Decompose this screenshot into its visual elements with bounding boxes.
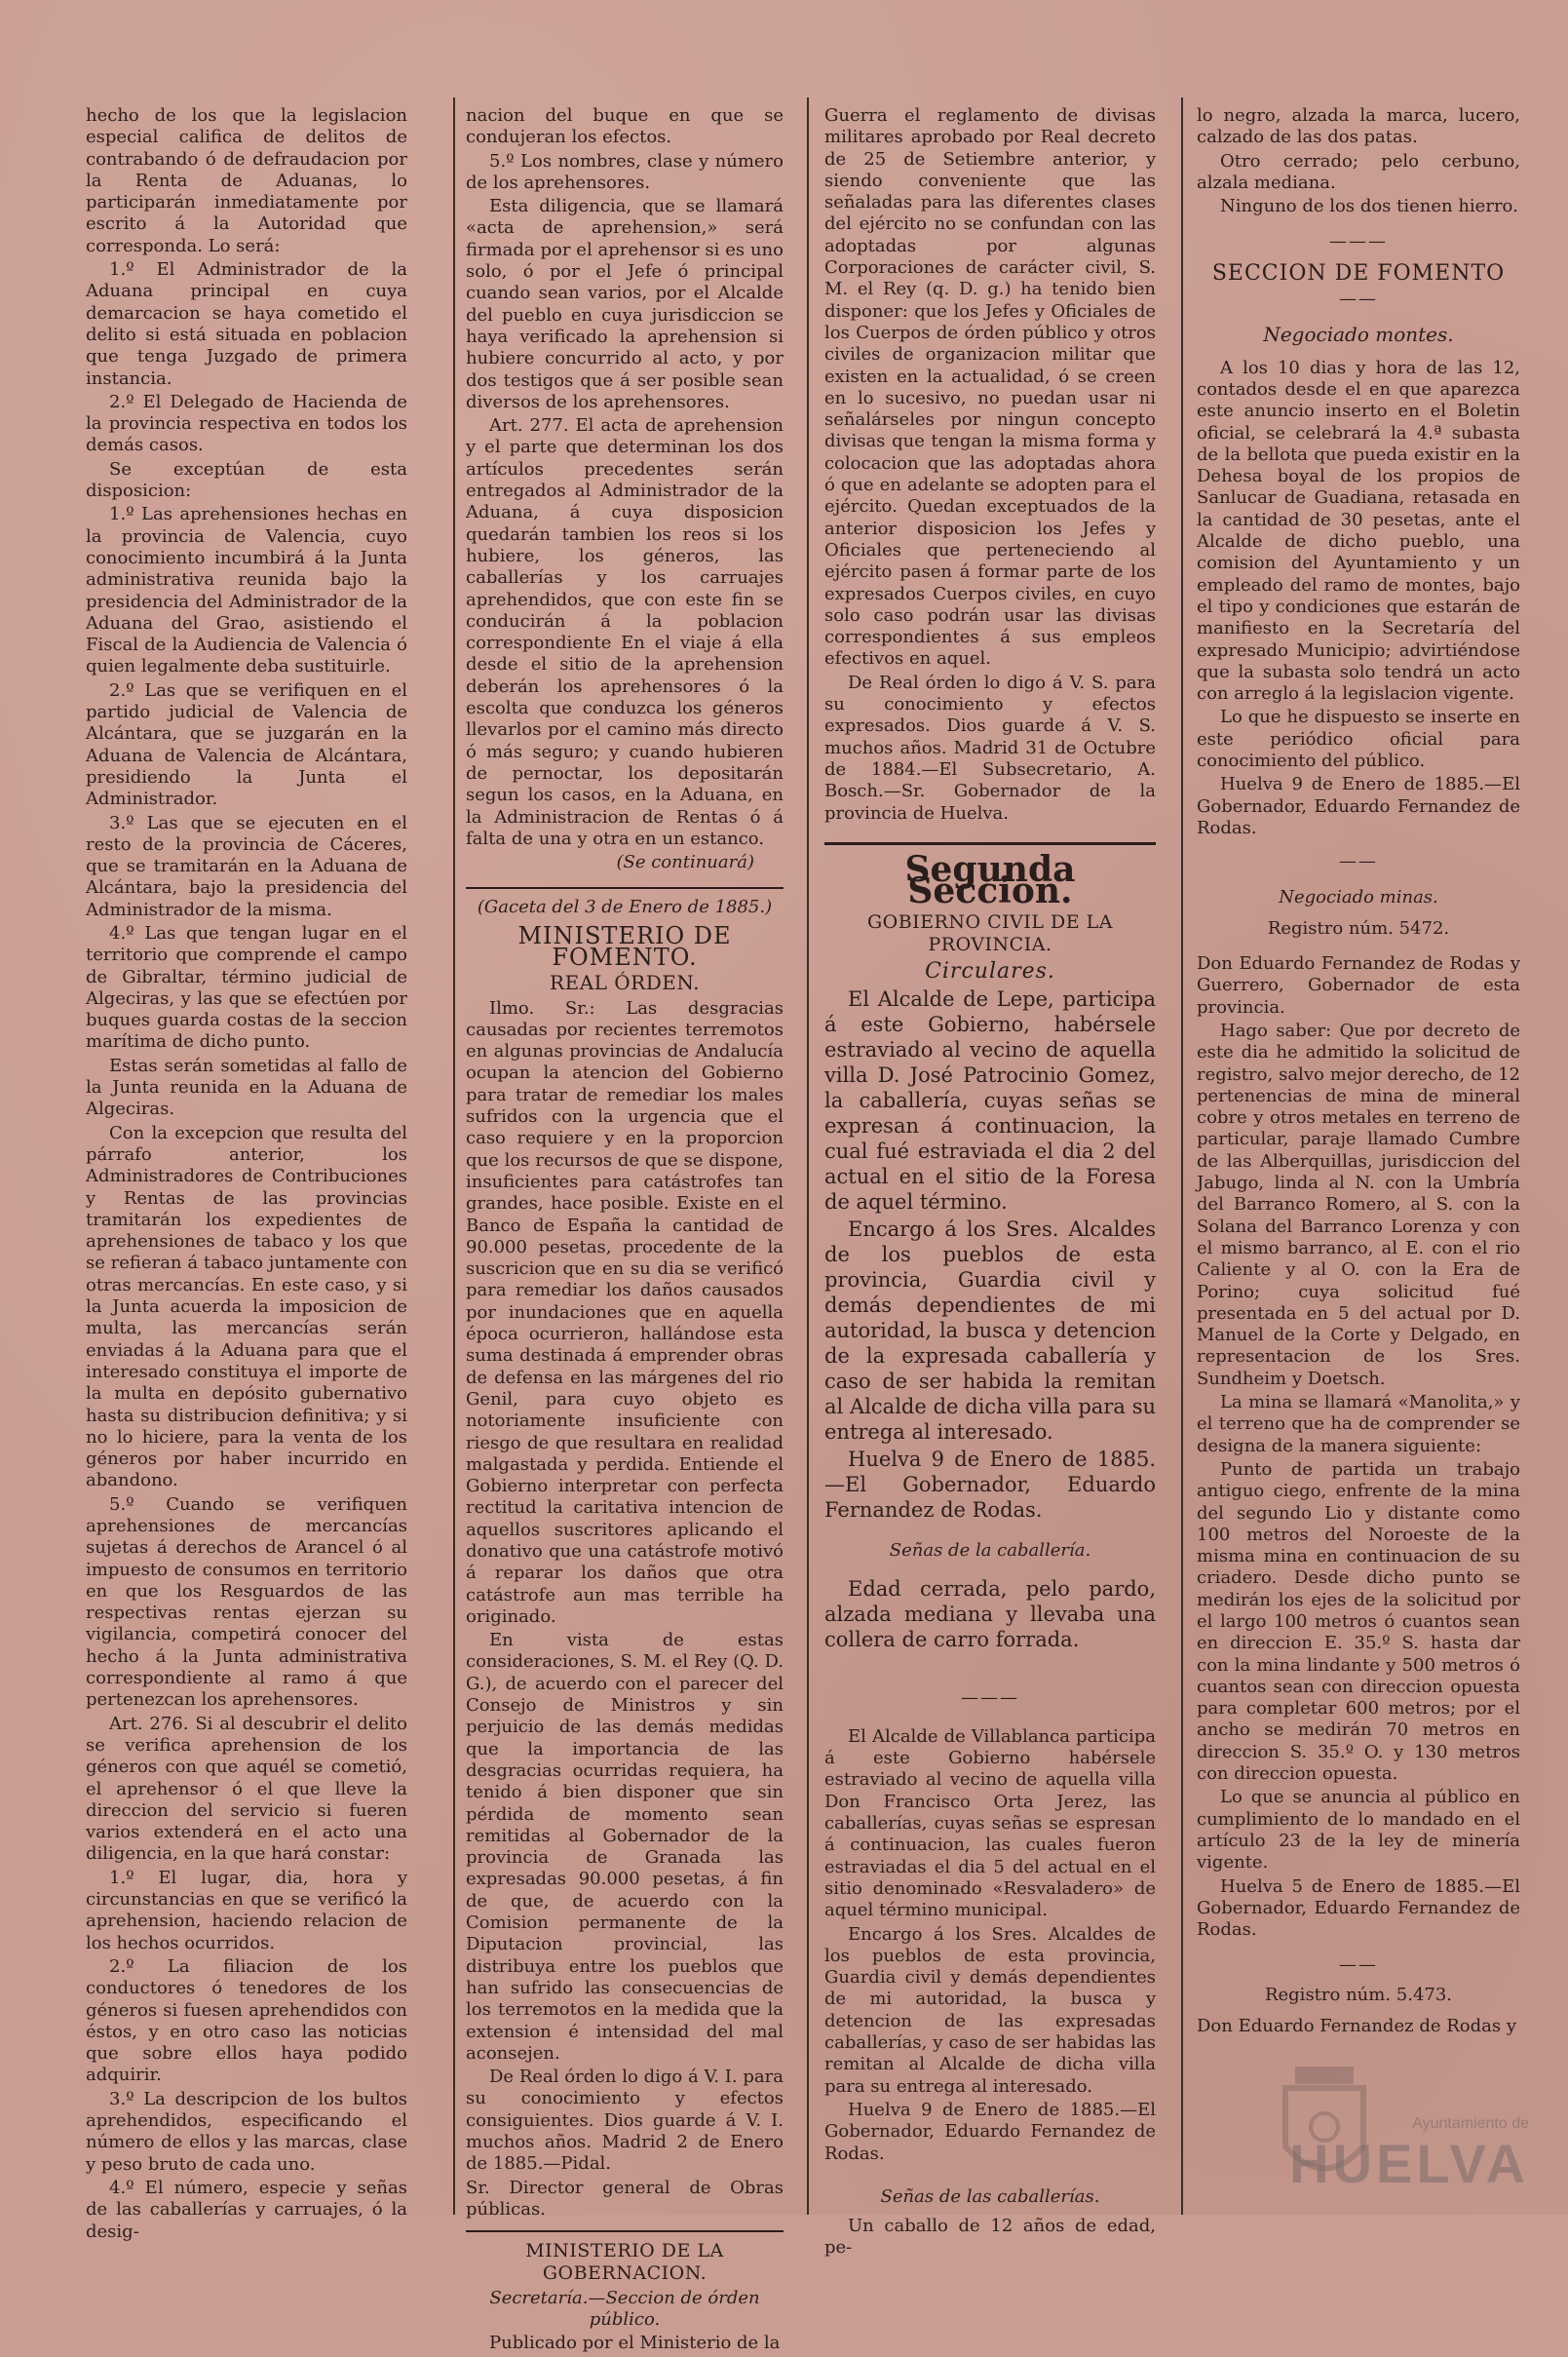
paragraph: Ninguno de los dos tienen hierro. [1220,196,1518,217]
column-1 [86,105,407,2245]
separator [466,887,784,889]
paragraph: nacion del buque en que se condujeran los efectos. [466,105,784,148]
watermark-city: HUELVA [1289,2133,1529,2194]
paragraph: 3.º La descripcion de los bultos aprehendidos, especificando el número de ellos y las marcas, clase y peso bruto de cada uno. [86,2088,407,2175]
subheading: Señas de la caballería. [889,1540,1091,1562]
paragraph: 1.º El Administrador de la Aduana principal en cuya demarcacion se haya cometido el delito si está situada en poblacion que tenga Juzgado de primera instancia. [86,259,407,389]
paragraph: Hago saber: Que por decreto de este dia he admitido la solicitud de registro, salvo mejor derecho, de 12 pertenencias de mina de mineral cobre y otros metales en terreno de particular, paraje llamado Cumbre de las Alberquillas, jurisdiccion del Jabugo, linda al N. con la Umbría del Barranco Romero, al S. con la Solana del Barranco Lorenza y con el mismo barranco, al E. con el rio Caliente y al O. con la Era de Porino; cuya solicitud fué presentada en 5 del actual por D. Manuel de la Corte y Delgado, en representacion de los Sres. Sundheim y Doetsch. [1197,1020,1520,1389]
paragraph: Huelva 5 de Enero de 1885.—El Gobernador, Eduardo Fernandez de Rodas. [1197,1875,1520,1941]
paragraph: Publicado por el Ministerio de la [489,2333,781,2354]
paragraph: Sr. Director general de Obras públicas. [466,2177,784,2220]
watermark-subtitle: Ayuntamiento de [1412,2115,1529,2132]
ministry-heading: MINISTERIO DE FOMENTO. [517,921,732,971]
notice-block [824,986,1156,1523]
paragraph: Punto de partida un trabajo antiguo ciego, enfrente de la mina del segundo Lio y distante como 100 metros del Noroeste de la misma mina en continuacion de su criadero. Desde dicho punto se medirán los ejes de la solicitud por el largo 100 metros ó cuantos sean en direccion E. 35.º S. hasta dar con la mina lindante y 500 metros ó cuantos sean con direccion opuesta para completar 600 metros; por el ancho se medirán 70 metros en direccion S. 35.º O. y 130 metros con direccion opuesta. [1197,1458,1520,1785]
paragraph: 5.º Cuando se verifiquen aprehensiones de mercancías sujetas á derechos de Arancel ó al impuesto de consumos en territorio en que los Resguardos de las respectivas rentas ejerzan su vigilancia, competirá conocer del hecho á la Junta administrativa correspondiente al ramo á que pertenezcan los aprehensores. [86,1493,407,1711]
paragraph: La mina se llamará «Manolita,» y el terreno que ha de comprender se designa de la manera siguiente: [1197,1392,1520,1456]
paragraph: Estas serán sometidas al fallo de la Junta reunida en la Aduana de Algeciras. [86,1055,407,1120]
paragraph: Huelva 9 de Enero de 1885.—El Gobernador, Eduardo Fernandez de Rodas. [1197,774,1520,838]
paragraph: El Alcalde de Villablanca participa á este Gobierno habérsele estraviado al vecino de aquella villa Don Francisco Orta Jerez, las caballerías, cuyas señas se espresan á continuacion, las cuales fueron estraviadas el dia 5 del actual en el sitio denominado «Resvaladero» de aquel término municipal. [824,1725,1156,1921]
column-4 [1197,105,1520,2039]
paragraph: Don Eduardo Fernandez de Rodas y [1197,2016,1516,2037]
paragraph: Lo que se anuncia al público en cumplimiento de lo mandado en el artículo 23 de la ley de minería vigente. [1197,1787,1520,1874]
paragraph: En vista de estas consideraciones, S. M. el Rey (Q. D. G.), de acuerdo con el parecer del Consejo de Ministros y sin perjuicio de las demás medidas que la importancia de las desgracias ocurridas requiera, ha tenido á bien disponer que sin pérdida de momento sean remitidas al Gobernador de la provincia de Granada las expresadas 90.000 pesetas, á fin de que, de acuerdo con la Comision permanente de la Diputacion provincial, las distribuya entre los pueblos que han sufrido las consecuencias de los terremotos en la medida que la extension é intensidad del mal aconsejen. [466,1630,784,2064]
government-heading: GOBIERNO CIVIL DE LA PROVINCIA. [866,911,1114,955]
paragraph: De Real órden lo digo á V. I. para su conocimiento y efectos consiguientes. Dios guarde á V. I. muchos años. Madrid 2 de Enero de 1885.—Pidal. [466,2067,784,2175]
paragraph: 2.º El Delegado de Hacienda de la provincia respectiva en todos los demás casos. [86,391,407,456]
short-rule: ——— [1329,231,1388,252]
paragraph: Otro cerrado; pelo cerbuno, alzala mediana. [1197,150,1520,193]
registry-number: Registro núm. 5.473. [1264,1984,1453,2005]
paragraph: Ilmo. Sr.: Las desgracias causadas por recientes terremotos en algunas provincias de Andalucía ocupan la atencion del Gobierno para tratar de remediar los males sufridos con la urgencia que el caso requiere y en la proporcion que los recursos de que se dispone, insuficientes para catástrofes tan grandes, hace posible. Existe en el Banco de España la cantidad de 90.000 pesetas, procedente de la suscricion que en su dia se verificó para remediar los daños causados por inundaciones que en aquella época ocurrieron, hallándose esta suma destinada á emprender obras de defensa en las márgenes del rio Genil, para cuyo objeto es notoriamente insuficiente con riesgo de que resultara en realidad malgastada y perdida. Entiende el Gobierno interpretar con perfecta rectitud la caritativa intencion de aquellos suscritores aplicando el donativo que una catástrofe motivó á reparar los daños que otra catástrofe aun mas terrible ha originado. [466,997,784,1627]
paragraph: Encargo á los Sres. Alcaldes de los pueblos de esta provincia, Guardia civil y demás dependientes de mi autoridad, la busca y detencion de las expresadas caballerías, y caso de ser habidas las remitan al Alcalde de dicha villa para su entrega al interesado. [824,1923,1156,2097]
paragraph: Edad cerrada, pelo pardo, alzada mediana y llevaba una collera de carro forrada. [824,1576,1156,1651]
column-rule [1181,97,1183,2215]
continuation-note: (Se continuará) [616,852,754,873]
section-subheading: Secretaría.—Seccion de órden público. [489,2287,760,2331]
paragraph: Con la excepcion que resulta del párrafo anterior, los Administradores de Contribuciones y Rentas de las provincias tramitarán los expedientes de aprehensiones de tabaco y los que se refieran á tabaco juntamente con otras mercancías. En este caso, y si la Junta acuerda la imposicion de multa, las mercancías serán enviadas á la Aduana para que el interesado constituya el importe de la multa en depósito gubernativo hasta su distribucion definitiva; y si no lo hiciere, para la venta de los géneros por haber incurrido en abandono. [86,1122,407,1491]
subheading: Negociado montes. [1263,323,1454,347]
column-rule [453,97,455,2215]
paragraph: De Real órden lo digo á V. S. para su conocimiento y efectos expresados. Dios guarde á V. S. muchos años. Madrid 31 de Octubre de 1884.—El Subsecretario, A. Bosch.—Sr. Gobernador de la provincia de Huelva. [824,672,1156,824]
short-rule: —— [1339,1954,1378,1976]
paragraph: 5.º Los nombres, clase y número de los aprehensores. [466,150,784,193]
registry-number: Registro núm. 5472. [1267,917,1450,939]
section-heading: Segunda Seccion. [904,848,1076,912]
paragraph: 3.º Las que se ejecuten en el resto de la provincia de Cáceres, que se tramitarán en la Aduana de Alcántara, bajo la presidencia del Administrador de la misma. [86,812,407,920]
paragraph: Encargo á los Sres. Alcaldes de los pueblos de esta provincia, Guardia civil y demás dependientes de mi autoridad, la busca y detencion de la expresada caballería y caso de ser habida la remitan al Alcalde de dicha villa para su entrega al interesado. [824,1217,1156,1445]
paragraph: Un caballo de 12 años de edad, pe- [824,2216,1156,2259]
paragraph: Don Eduardo Fernandez de Rodas y Guerrero, Gobernador de esta provincia. [1197,953,1520,1018]
short-rule: —— [1339,289,1378,310]
real-orden-heading: REAL ÓRDEN. [550,971,700,995]
paragraph: 4.º El número, especie y señas de las caballerías y carruajes, ó la desig- [86,2177,407,2242]
circulares-heading: Circulares. [925,958,1055,984]
separator [824,842,1156,845]
paragraph: Se exceptúan de esta disposicion: [86,458,407,502]
ministry-heading: MINISTERIO DE LA GOBERNACION. [525,2240,724,2284]
subheading: Negociado minas. [1279,886,1438,908]
paragraph: 4.º Las que tengan lugar en el territorio que comprende el campo de Gibraltar, término judicial de Algeciras, y las que se efectúen por buques guarda costas de la seccion marítima de dicho punto. [86,922,407,1053]
paragraph: 1.º Las aprehensiones hechas en la provincia de Valencia, cuyo conocimiento incumbirá á la Junta administrativa reunida bajo la presidencia del Administrador de la Aduana del Grao, asistiendo el Fiscal de la Audiencia de Valencia ó quien legalmente deba sustituirle. [86,504,407,677]
paragraph: Art. 276. Si al descubrir el delito se verifica aprehension de los géneros con que aquél se cometió, el aprehensor ó el que lleve la direccion del servicio si fueren varios extenderá en el acto una diligencia, en la que hará constar: [86,1713,407,1865]
column-2 [466,105,784,2357]
paragraph: A los 10 dias y hora de las 12, contados desde el en que aparezca este anuncio inserto en el Boletin oficial, se celebrará la 4.ª subasta de la bellota que pueda existir en la Dehesa boyal de los propios de Sanlucar de Guadiana, retasada en la cantidad de 30 pesetas, ante el Alcalde de dicho pueblo, una comision del Ayuntamiento y un empleado del ramo de montes, bajo el tipo y condiciones que estarán de manifiesto en la Secretaría del expresado Municipio; advirtiéndose que la subasta solo tendrá un acto con arreglo á la legislacion vigente. [1197,357,1520,705]
paragraph: Art. 277. El acta de aprehension y el parte que determinan los dos artículos precedentes serán entregados al Administrador de la Aduana, á cuya disposicion quedarán tambien los reos si los hubiere, los géneros, las caballerías y los carruajes aprehendidos, que con este fin se conducirán á la poblacion correspondiente En el viaje á ella desde el sitio de la aprehension deberán los aprehensores ó la escolta que conduzca los géneros llevarlos por el camino más directo ó más seguro; y cuando hubieren de pernoctar, los depositarán segun los casos, en la Aduana, en la Administracion de Rentas ó á falta de una y otra en un estanco. [466,415,784,849]
paragraph: 1.º El lugar, dia, hora y circunstancias en que se verificó la aprehension, haciendo relacion de los hechos ocurridos. [86,1867,407,1953]
notice-block [824,1576,1156,1652]
paragraph: Lo que he dispuesto se inserte en este periódico oficial para conocimiento del público. [1197,707,1520,772]
column-rule [807,97,809,2215]
section-heading: SECCION DE FOMENTO [1211,260,1506,286]
paragraph: hecho de los que la legislacion especial califica de delitos de contrabando ó de defraudacion por la Renta de Aduanas, lo participarán inmediatamente por escrito á la Autoridad que corresponda. Lo será: [86,105,407,256]
paragraph: 2.º La filiacion de los conductores ó tenedores de los géneros si fuesen aprehendidos con éstos, y en otro caso las noticias que sobre ellos haya podido adquirir. [86,1955,407,2086]
paragraph: 2.º Las que se verifiquen en el partido judicial de Valencia de Alcántara, que se juzgarán en la Aduana de Valencia de Alcántara, presidiendo la Junta el Administrador. [86,679,407,810]
paragraph: El Alcalde de Lepe, participa á este Gobierno, habérsele estraviado al vecino de aquella villa D. José Patrocinio Gomez, la caballería, cuyas señas se expresan á continuacion, la cual fué estraviada el dia 2 del actual en el sitio de la Foresa de aquel término. [824,987,1156,1215]
short-rule: —— [1339,851,1378,872]
paragraph: Esta diligencia, que se llamará «acta de aprehension,» será firmada por el aprehensor si es uno solo, ó por el Jefe ó principal cuando sean varios, por el Alcalde del pueblo en cuya jurisdiccion se haya verificado la aprehension si hubiere concurrido al acto, y por dos testigos que á ser posible sean diversos de los aprehensores. [466,196,784,412]
paragraph: Huelva 9 de Enero de 1885.—El Gobernador, Eduardo Fernandez de Rodas. [824,1448,1156,1523]
column-3 [824,105,1156,2261]
paragraph: lo negro, alzada la marca, lucero, calzado de las dos patas. [1197,105,1520,148]
paragraph: Guerra el reglamento de divisas militares aprobado por Real decreto de 25 de Setiembre anterior, y siendo conveniente que las señaladas para las diferentes clases del ejército no se confundan con las adoptadas por algunas Corporaciones de carácter civil, S. M. el Rey (q. D. g.) ha tenido bien disponer: que los Jefes y Oficiales de los Cuerpos de órden público y otros civiles de organizacion militar que existen en la actualidad, ó se creen en lo sucesivo, no puedan usar ni señalárseles por ningun concepto divisas que tengan la misma forma y colocacion que las adoptadas ahora ó que en adelante se adopten para el ejército. Quedan exceptuados de la anterior disposicion los Jefes y Oficiales que perteneciendo al ejército pasen á formar parte de los expresados Cuerpos civiles, en cuyo solo caso podrán usar las divisas correspondientes á sus empleos efectivos en aquel. [824,105,1156,670]
separator [466,2230,784,2232]
subheading: Señas de las caballerías. [880,2185,1100,2207]
paragraph: Huelva 9 de Enero de 1885.—El Gobernador, Eduardo Fernandez de Rodas. [824,2099,1156,2164]
source-note: (Gaceta del 3 de Enero de 1885.) [477,897,773,918]
short-rule: ——— [961,1686,1019,1708]
